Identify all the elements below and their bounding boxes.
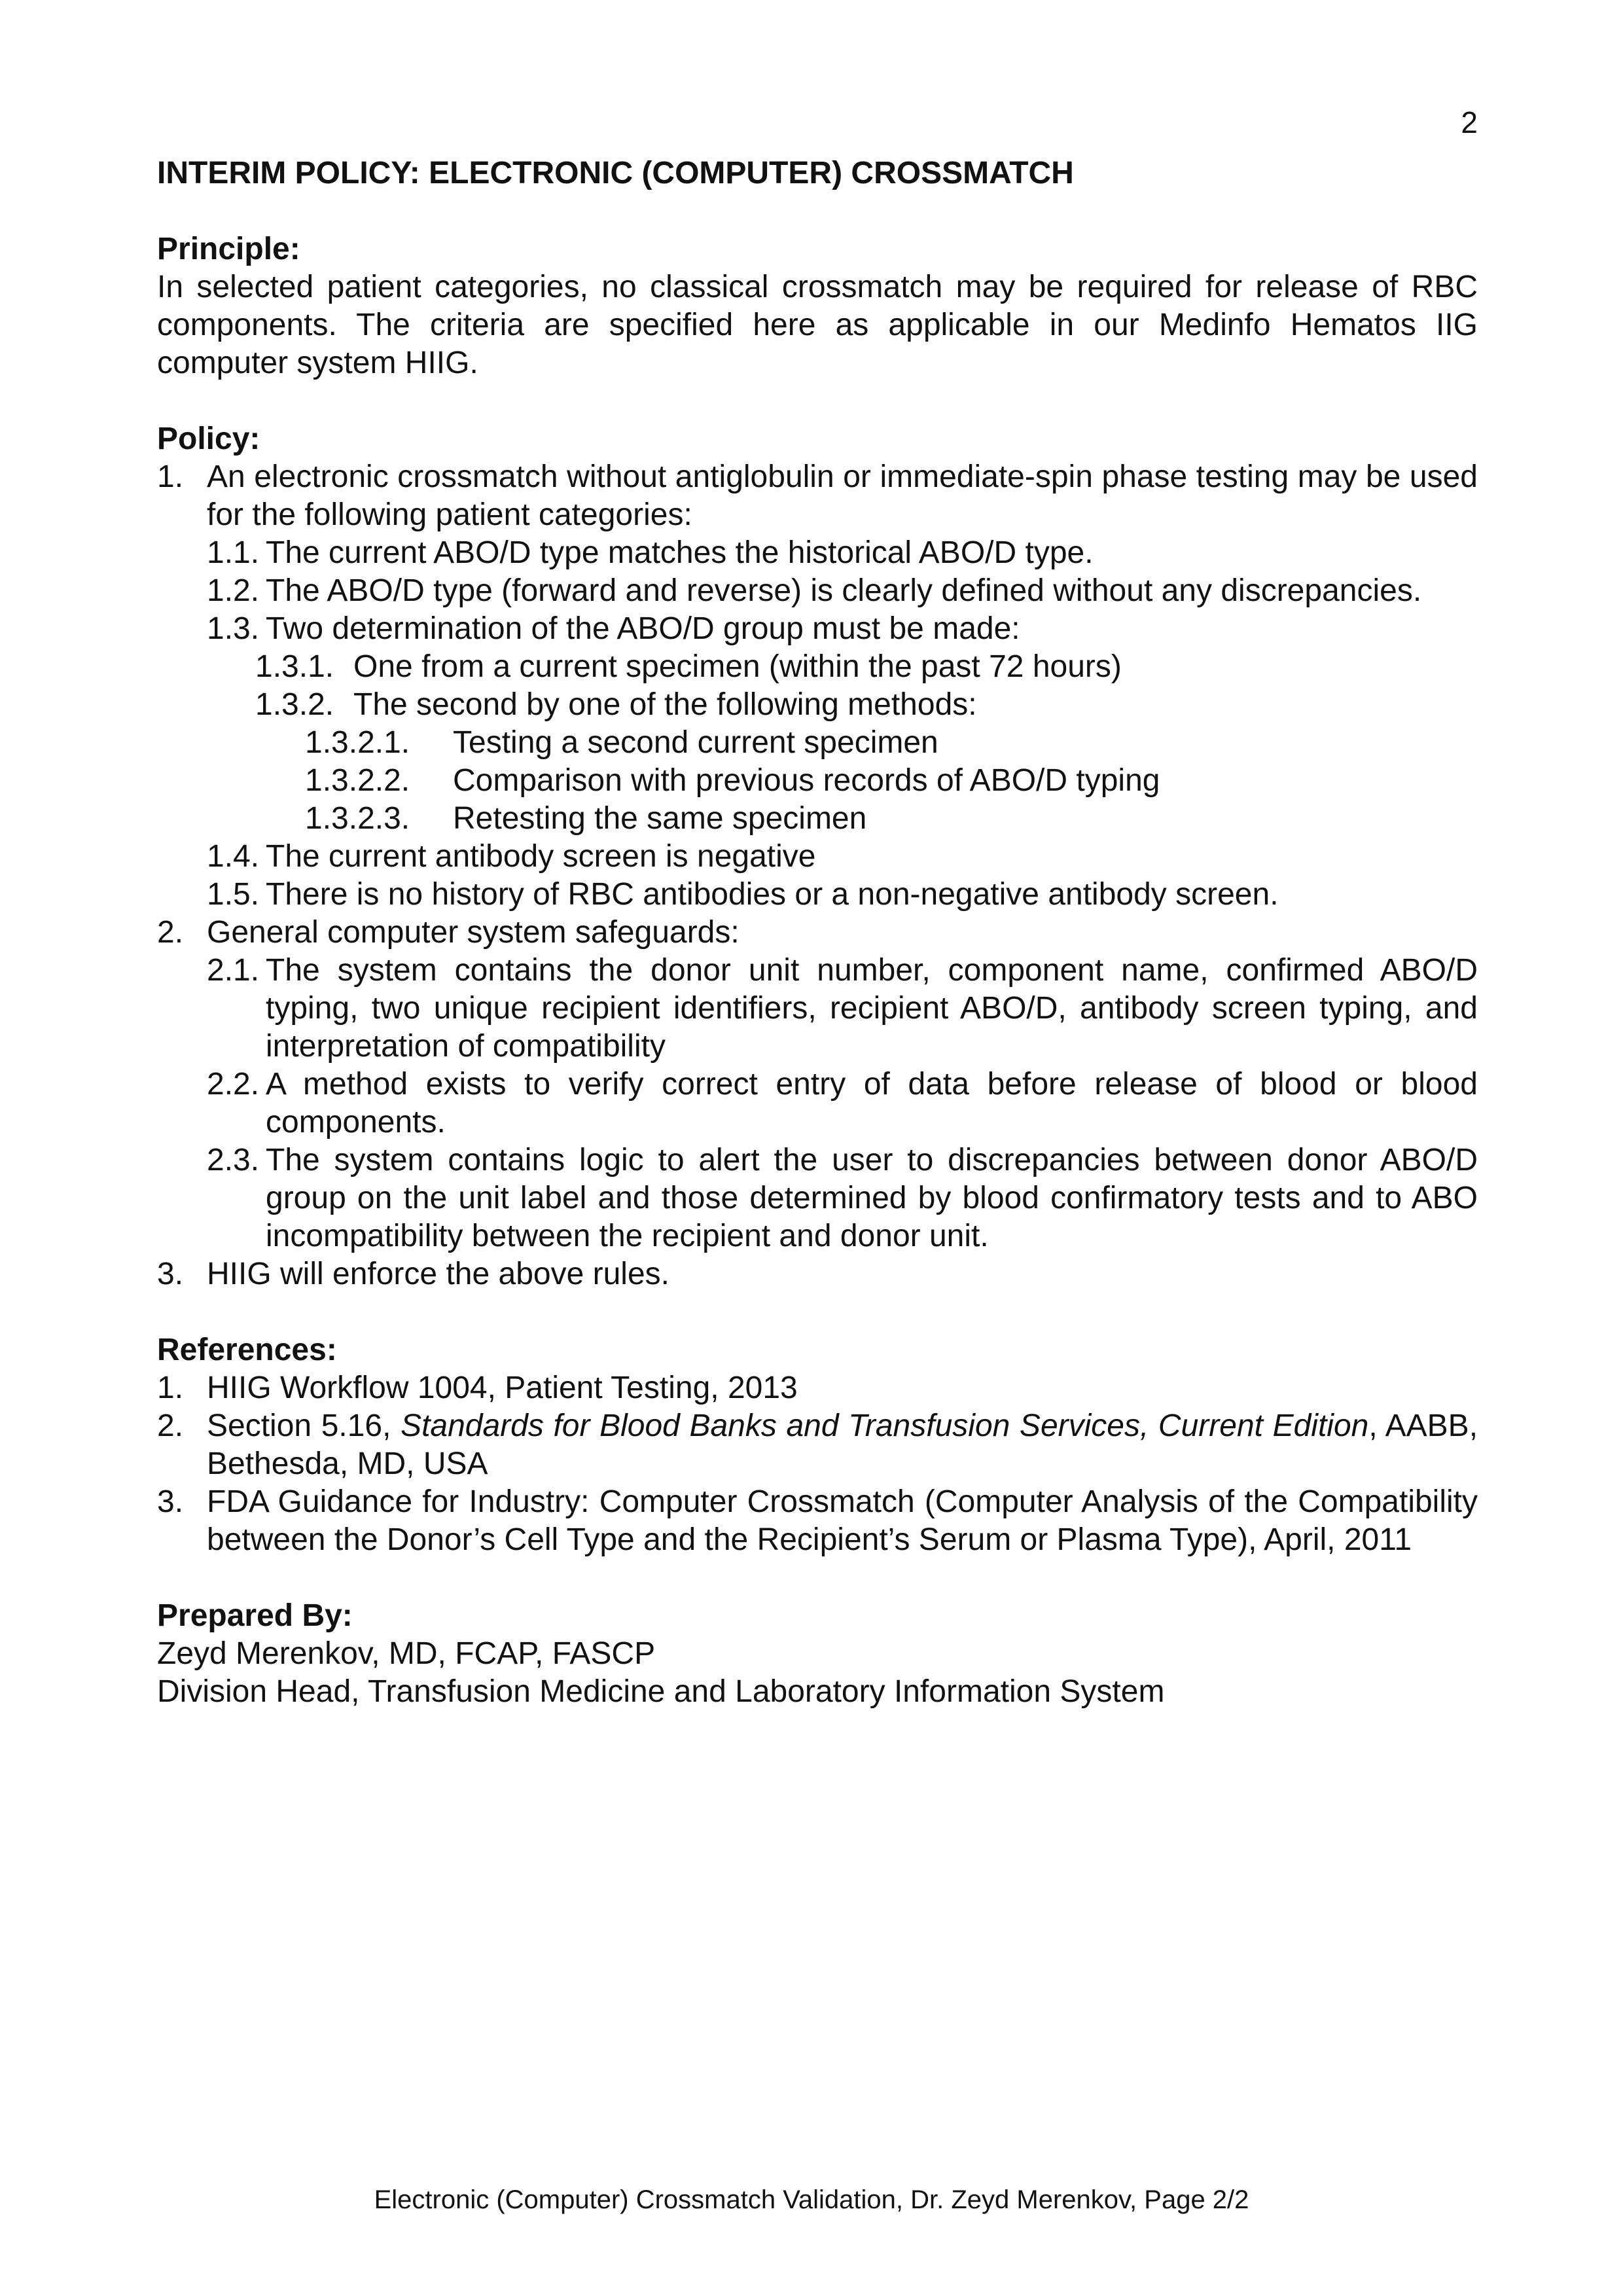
policy-item (157, 686, 1478, 724)
preparer-position: Division Head, Transfusion Medicine and Laboratory Information System (157, 1674, 1165, 1709)
page-footer: Electronic (Computer) Crossmatch Validation, Dr. Zeyd Merenkov, Page 2/2 (374, 2185, 1249, 2214)
policy-item (157, 648, 1478, 686)
item-text: There is no history of RBC antibodies or a non-negative antibody screen. (266, 877, 1279, 912)
item-text: An electronic crossmatch without antiglobulin or immediate-spin phase testing may be used for the following patient categories: (207, 459, 1478, 532)
principle-section (157, 230, 1478, 382)
policy-item (157, 534, 1478, 572)
item-number: 2.3. (207, 1143, 260, 1177)
item-number: 3. (157, 1257, 184, 1291)
item-text: HIIG will enforce the above rules. (207, 1257, 669, 1291)
item-text: General computer system safeguards: (207, 915, 740, 950)
policy-item (157, 952, 1478, 1066)
item-text: The current antibody screen is negative (266, 839, 816, 874)
prepared-by-heading: Prepared By: (157, 1598, 353, 1633)
policy-item (157, 458, 1478, 534)
policy-item (157, 800, 1478, 838)
item-number: 1.2. (207, 573, 260, 608)
item-text: One from a current specimen (within the past 72 hours) (353, 649, 1122, 684)
policy-item (157, 724, 1478, 762)
reference-item (157, 1407, 1478, 1483)
item-number: 1.3. (207, 611, 260, 646)
item-text: A method exists to verify correct entry of data before release of blood or blood components. (266, 1067, 1478, 1139)
reference-text-post: , AABB, Bethesda, MD, USA (207, 1408, 1478, 1481)
policy-item (157, 1255, 1478, 1293)
item-number: 3. (157, 1484, 184, 1519)
principle-heading: Principle: (157, 232, 300, 266)
policy-section (157, 420, 1478, 1293)
item-text: Two determination of the ABO/D group must be made: (266, 611, 1020, 646)
references-section (157, 1331, 1478, 1559)
item-number: 1. (157, 459, 184, 494)
reference-item (157, 1369, 1478, 1407)
item-number: 1.3.2.1. (305, 725, 410, 760)
item-text (207, 1407, 1478, 1483)
item-text: The ABO/D type (forward and reverse) is clearly defined without any discrepancies. (266, 573, 1422, 608)
reference-text-pre: Section 5.16, (207, 1408, 401, 1443)
page-number: 2 (1461, 105, 1478, 139)
item-number: 1.1. (207, 535, 260, 570)
policy-item (157, 838, 1478, 876)
prepared-by-section (157, 1597, 1478, 1711)
principle-text: In selected patient categories, no classical crossmatch may be required for release of RBC components. The criteria are specified here as applicable in our Medinfo Hematos IIG computer system HIIG. (157, 270, 1478, 380)
reference-italic-title: Standards for Blood Banks and Transfusion Services, Current Edition (401, 1408, 1369, 1443)
preparer-name: Zeyd Merenkov, MD, FCAP, FASCP (157, 1636, 656, 1671)
policy-item (157, 762, 1478, 800)
item-text: FDA Guidance for Industry: Computer Crossmatch (Computer Analysis of the Compatibility between the Donor’s Cell Type and the Recipient’s Serum or Plasma Type), April, 2011 (207, 1484, 1478, 1557)
item-text: The system contains the donor unit number, component name, confirmed ABO/D typing, two unique recipient identifiers, recipient ABO/D, antibody screen typing, and interpretation of compatibility (266, 953, 1478, 1064)
policy-item (157, 876, 1478, 914)
policy-item (157, 1066, 1478, 1141)
reference-item (157, 1483, 1478, 1559)
item-text: HIIG Workflow 1004, Patient Testing, 2013 (207, 1371, 798, 1405)
document-title: INTERIM POLICY: ELECTRONIC (COMPUTER) CROSSMATCH (157, 156, 1074, 190)
item-number: 1.4. (207, 839, 260, 874)
item-number: 2.2. (207, 1067, 260, 1102)
item-number: 2. (157, 1408, 184, 1443)
item-number: 1.3.2.2. (305, 763, 410, 798)
policy-item (157, 1141, 1478, 1255)
item-number: 1.3.1. (255, 649, 334, 684)
item-number: 1. (157, 1371, 184, 1405)
item-text: Retesting the same specimen (453, 801, 867, 836)
policy-heading: Policy: (157, 422, 260, 456)
item-text: Comparison with previous records of ABO/D typing (453, 763, 1160, 798)
policy-item (157, 914, 1478, 952)
item-number: 2.1. (207, 953, 260, 988)
policy-item (157, 610, 1478, 648)
item-number: 1.3.2.3. (305, 801, 410, 836)
item-text: The second by one of the following methods: (353, 687, 977, 722)
references-heading: References: (157, 1333, 337, 1367)
item-text: The system contains logic to alert the user to discrepancies between donor ABO/D group on the unit label and those determined by blood confirmatory tests and to ABO incompatibility between the recipient and donor unit. (266, 1143, 1478, 1253)
item-number: 2. (157, 915, 184, 950)
item-number: 1.3.2. (255, 687, 334, 722)
item-number: 1.5. (207, 877, 260, 912)
item-text: The current ABO/D type matches the historical ABO/D type. (266, 535, 1094, 570)
policy-item (157, 572, 1478, 610)
item-text: Testing a second current specimen (453, 725, 938, 760)
document-body (157, 154, 1478, 1749)
